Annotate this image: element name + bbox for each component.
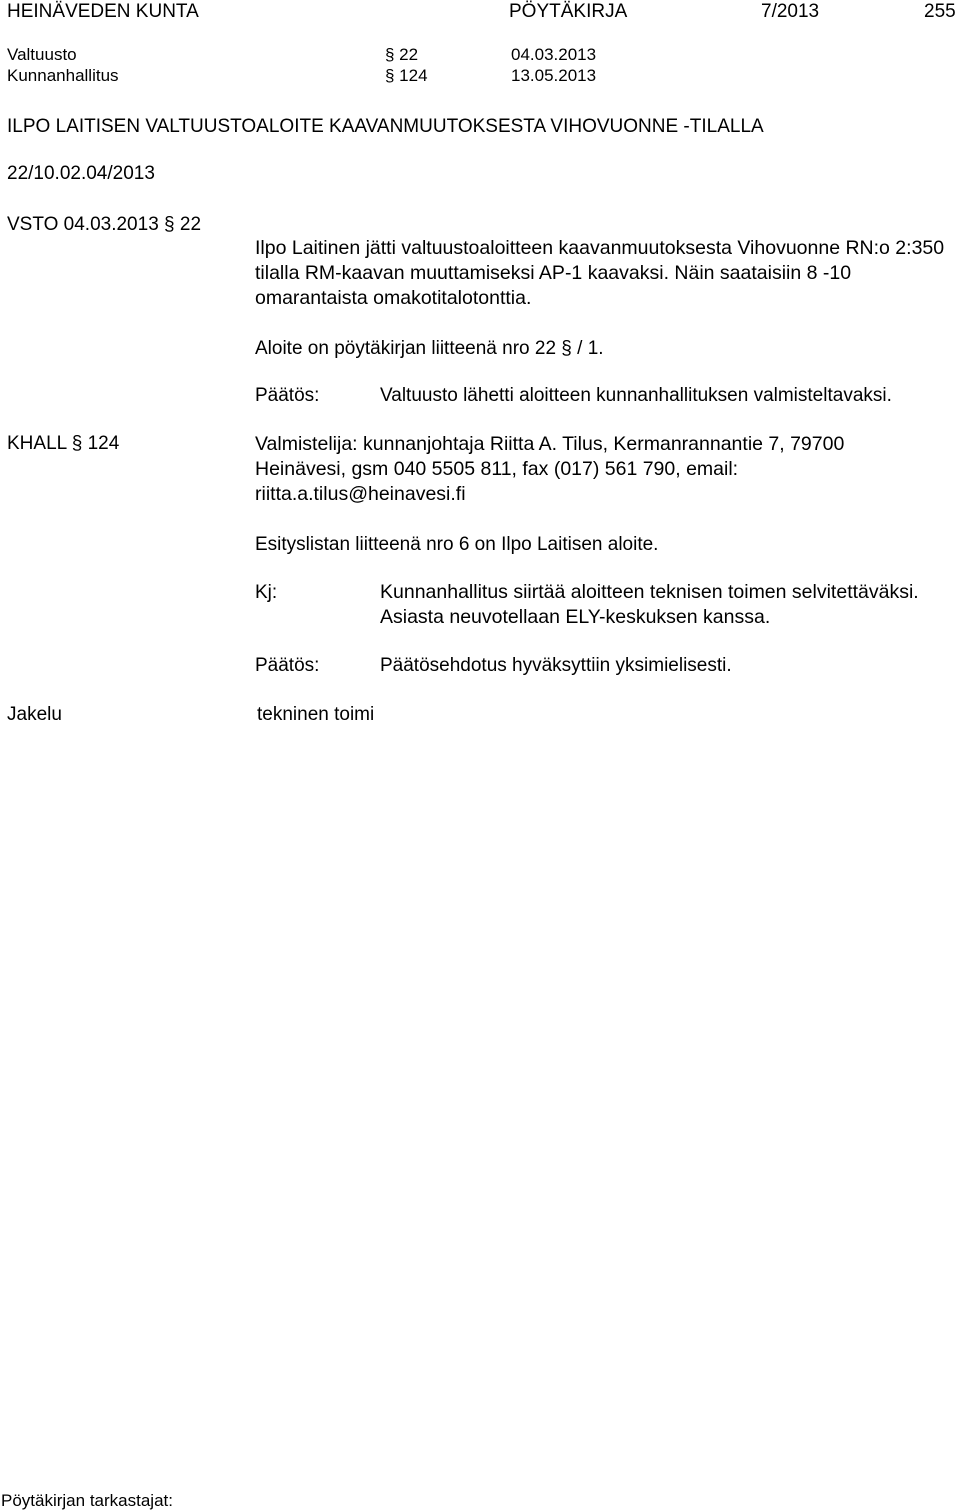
body-date: 04.03.2013 — [511, 45, 597, 64]
distribution-label: Jakelu — [7, 704, 62, 725]
page-title: ILPO LAITISEN VALTUUSTOALOITE KAAVANMUUTOKSESTA VIHOVUONNE -TILALLA — [7, 116, 764, 137]
body-date: 13.05.2013 — [511, 66, 597, 85]
vsto-decision-label: Päätös: — [255, 385, 320, 406]
khall-label: KHALL § 124 — [7, 433, 120, 454]
body-name: Kunnanhallitus — [7, 66, 119, 85]
page-number: 255 — [924, 1, 956, 22]
vsto-text: Ilpo Laitinen jätti valtuustoaloitteen kaavanmuutoksesta Vihovuonne RN:o 2:350 tilalla RM-kaavan muuttamiseksi AP-1 kaavaksi. Näin saataisiin 8 -10 omarantaista omakotitalotonttia. — [255, 237, 945, 309]
vsto-decision-text: Valtuusto lähetti aloitteen kunnanhallituksen valmisteltavaksi. — [380, 385, 892, 406]
body-section: § 22 — [385, 45, 419, 64]
khall-proposal-text: Kunnanhallitus siirtää aloitteen teknisen toimen selvitettäväksi. Asiasta neuvotellaan ELY-keskuksen kanssa. — [380, 581, 919, 628]
footer-reviewers-label: Pöytäkirjan tarkastajat: — [1, 1491, 173, 1510]
vsto-attachment: Aloite on pöytäkirjan liitteenä nro 22 § / 1. — [255, 338, 604, 359]
body-section: § 124 — [385, 66, 428, 85]
khall-preparer: Valmistelija: kunnanjohtaja Riitta A. Tilus, Kermanrannantie 7, 79700 Heinävesi, gsm 040 5505 811, fax (017) 561 790, email: riitta.a.tilus@heinavesi.fi — [255, 433, 845, 505]
khall-attachment: Esityslistan liitteenä nro 6 on Ilpo Laitisen aloite. — [255, 534, 659, 555]
khall-proposal-label: Kj: — [255, 582, 278, 603]
khall-decision-label: Päätös: — [255, 655, 320, 676]
reference-number: 22/10.02.04/2013 — [7, 163, 155, 184]
body-name: Valtuusto — [7, 45, 77, 64]
distribution-value: tekninen toimi — [257, 704, 375, 725]
vsto-label: VSTO 04.03.2013 § 22 — [7, 214, 202, 235]
khall-decision-text: Päätösehdotus hyväksyttiin yksimielisesti. — [380, 655, 732, 676]
document-type: PÖYTÄKIRJA — [509, 1, 628, 22]
municipality-name: HEINÄVEDEN KUNTA — [7, 1, 199, 22]
issue-number: 7/2013 — [761, 1, 820, 22]
